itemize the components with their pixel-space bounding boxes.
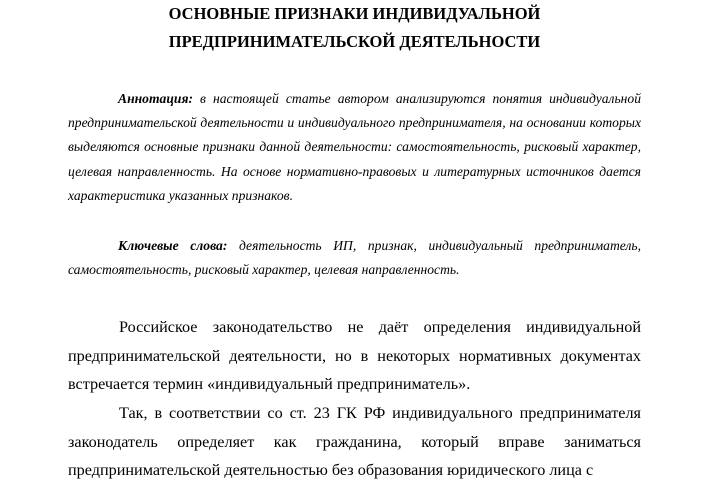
abstract-text: в настоящей статье автором анализируются понятия индивидуальной предпринимательской деятельности и индивидуального предпринимателя, на основании которых выделяются основные признаки данной деятельности: самостоятельность, рисковый характер, целевая направленность. На основе нормативно-правовых и литературных источников дается характеристика указанных признаков. [68, 91, 641, 203]
title-line-2: ПРЕДПРИНИМАТЕЛЬСКОЙ ДЕЯТЕЛЬНОСТИ [168, 32, 541, 51]
title-line-1: ОСНОВНЫЕ ПРИЗНАКИ ИНДИВИДУАЛЬНОЙ [168, 4, 541, 23]
keywords-label: Ключевые слова: [118, 238, 228, 253]
abstract-label: Аннотация: [118, 91, 193, 106]
body-paragraph-2: Так, в соответствии со ст. 23 ГК РФ индивидуального предпринимателя законодатель определяет как гражданина, который вправе заниматься предпринимательской деятельностью без образования юридического лица с [68, 404, 641, 479]
keywords-paragraph [68, 234, 641, 282]
article-title [68, 0, 641, 56]
abstract-paragraph [68, 87, 641, 208]
keywords-text: деятельность ИП, признак, индивидуальный предприниматель, самостоятельность, рисковый характер, целевая направленность. [68, 238, 641, 278]
body-paragraph-1: Российское законодательство не даёт определения индивидуальной предпринимательской деятельности, но в некоторых нормативных документах встречается термин «индивидуальный предприниматель». [68, 318, 641, 393]
